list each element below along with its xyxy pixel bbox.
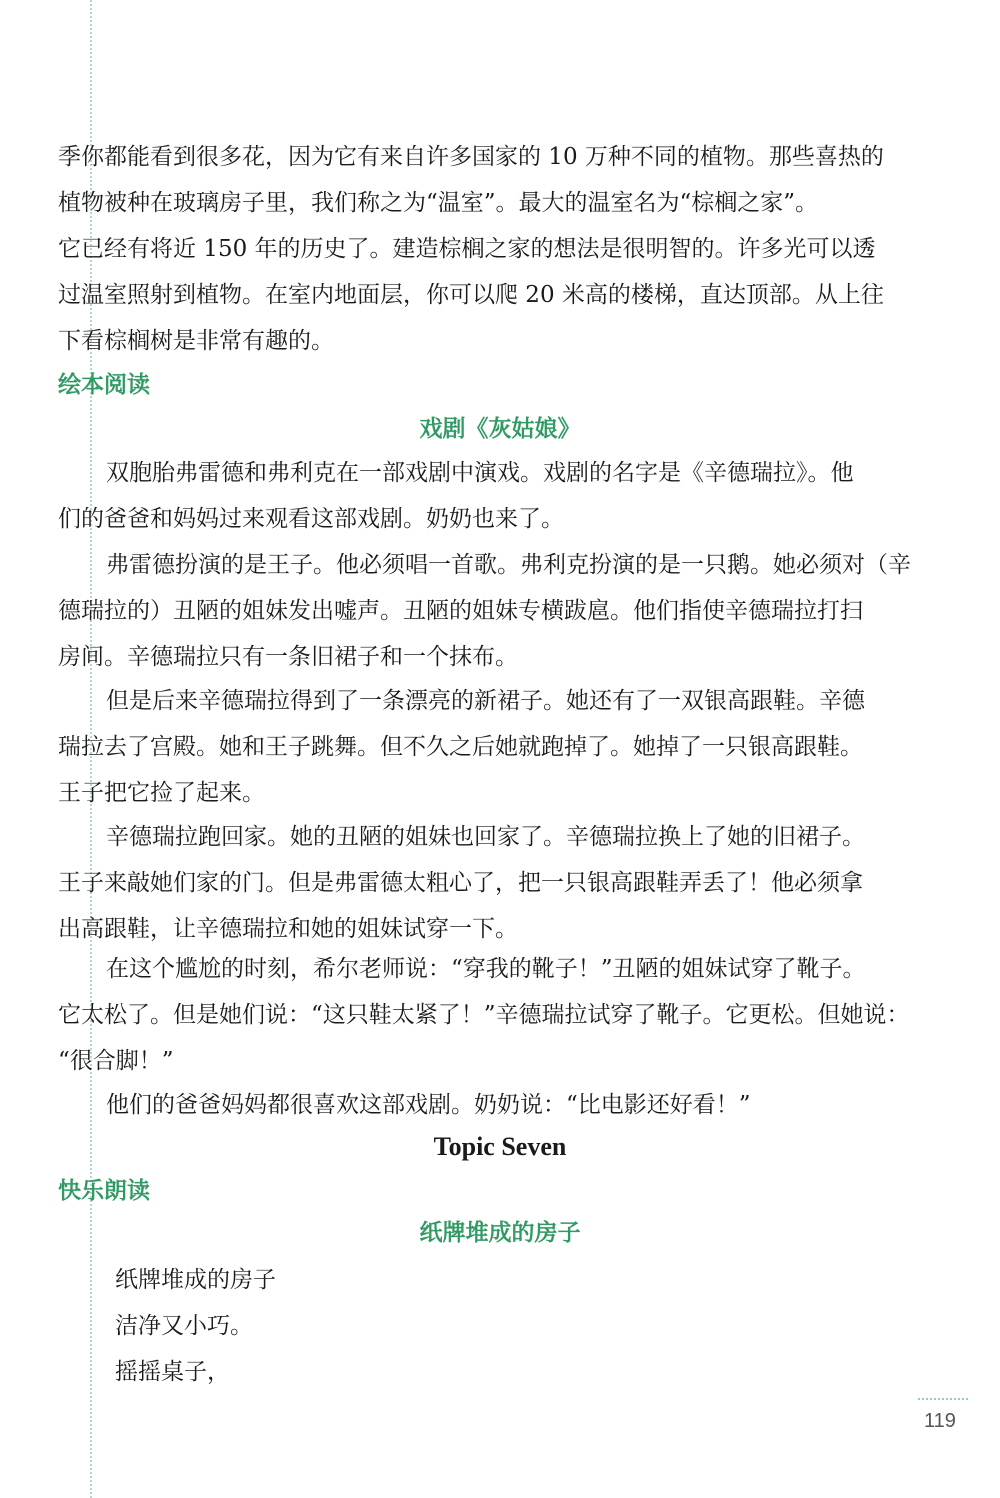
story-paragraph-5: 在这个尴尬的时刻，希尔老师说：“穿我的靴子！”丑陋的姐妹试穿了靴子。 它太松了。但是她们说：“这只鞋太紧了！”辛德瑞拉试穿了靴子。它更松。但她说： “很合脚！” xyxy=(58,956,910,1074)
story-title-cinderella: 戏剧《灰姑娘》 xyxy=(419,416,581,442)
section-heading-happy-reading: 快乐朗读 xyxy=(58,1178,150,1204)
page-number-ornament xyxy=(918,1398,968,1400)
story-paragraph-2: 弗雷德扮演的是王子。他必须唱一首歌。弗利克扮演的是一只鹅。她必须对（辛 德瑞拉的）丑陋的姐妹发出嘘声。丑陋的姐妹专横跋扈。他们指使辛德瑞拉打扫 房间。辛德瑞拉只有一条旧裙子和一个抹布。 xyxy=(58,552,911,670)
page-number: 119 xyxy=(924,1410,956,1432)
story-paragraph-6: 他们的爸爸妈妈都很喜欢这部戏剧。奶奶说：“比电影还好看！” xyxy=(106,1092,751,1118)
story-paragraph-4: 辛德瑞拉跑回家。她的丑陋的姐妹也回家了。辛德瑞拉换上了她的旧裙子。 王子来敲她们家的门。但是弗雷德太粗心了，把一只银高跟鞋弄丢了！他必须拿 出高跟鞋，让辛德瑞拉和她的姐妹试穿一下。 xyxy=(58,824,865,942)
story-paragraph-1: 双胞胎弗雷德和弗利克在一部戏剧中演戏。戏剧的名字是《辛德瑞拉》。他 们的爸爸和妈妈过来观看这部戏剧。奶奶也来了。 xyxy=(58,460,854,532)
poem-title: 纸牌堆成的房子 xyxy=(419,1220,581,1246)
intro-paragraph: 季你都能看到很多花，因为它有来自许多国家的 10 万种不同的植物。那些喜热的 植物被种在玻璃房子里，我们称之为“温室”。最大的温室名为“棕榈之家”。 它已经有将近 150 年的历史了。建造棕榈之家的想法是很明智的。许多光可以透 过温室照射到植物。在室内地面层，你可以爬 20 米高的楼梯，直达顶部。从上往 下看棕榈树是非常有趣的。 xyxy=(58,144,884,354)
poem-line-2: 洁净又小巧。 xyxy=(115,1313,253,1339)
poem-line-3: 摇摇桌子， xyxy=(115,1359,230,1385)
section-heading-picture-book: 绘本阅读 xyxy=(58,372,150,398)
topic-title: Topic Seven xyxy=(433,1132,567,1161)
poem-line-1: 纸牌堆成的房子 xyxy=(115,1267,276,1293)
story-paragraph-3: 但是后来辛德瑞拉得到了一条漂亮的新裙子。她还有了一双银高跟鞋。辛德 瑞拉去了宫殿。她和王子跳舞。但不久之后她就跑掉了。她掉了一只银高跟鞋。 王子把它捡了起来。 xyxy=(58,688,865,806)
